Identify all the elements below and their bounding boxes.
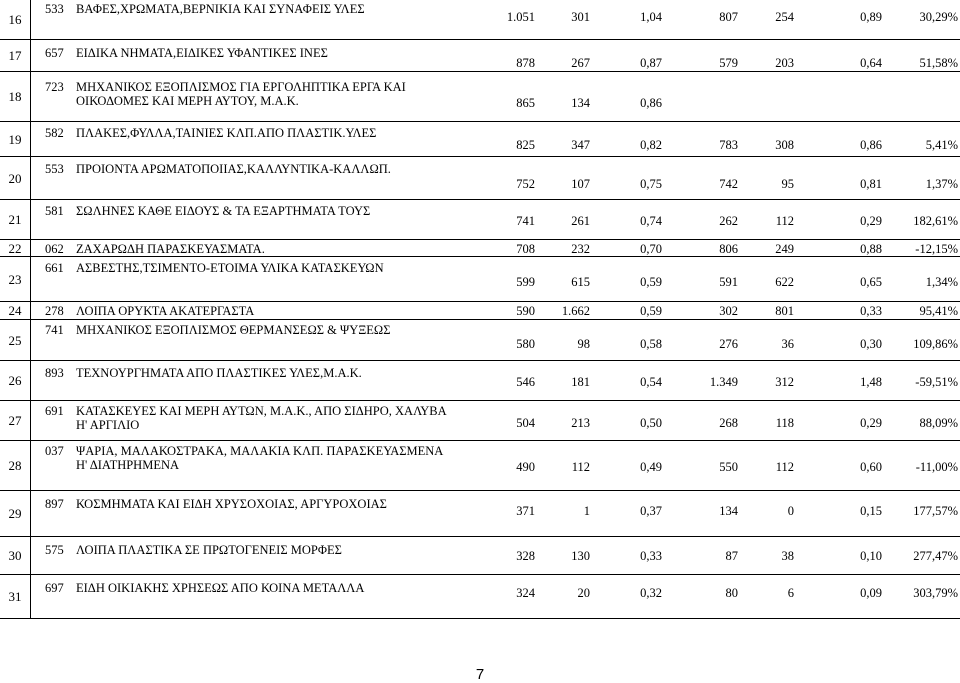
value-cell: 0,86 [860, 138, 882, 152]
value-cell: 0,29 [860, 416, 882, 430]
product-code: 661 [45, 261, 64, 275]
value-cell: 0,60 [860, 460, 882, 474]
value-cell: 30,29% [919, 10, 958, 24]
row-number: 27 [8, 413, 22, 428]
value-cell: 0,70 [640, 242, 662, 256]
value-cell: 6 [787, 586, 794, 600]
value-cell: 0,15 [860, 504, 882, 518]
value-cell: -59,51% [915, 375, 958, 389]
table-row [0, 491, 960, 537]
row-divider [0, 618, 960, 619]
value-cell: 36 [781, 337, 794, 351]
row-number: 22 [8, 240, 22, 256]
value-cell: 0,65 [860, 275, 882, 289]
value-cell: 107 [571, 177, 590, 191]
value-cell: 0,09 [860, 586, 882, 600]
value-cell: 783 [719, 138, 738, 152]
value-cell: 5,41% [925, 138, 958, 152]
row-number: 18 [8, 89, 22, 104]
value-cell: 0,75 [640, 177, 662, 191]
table-row [0, 72, 960, 122]
product-description: ΒΑΦΕΣ,ΧΡΩΜΑΤΑ,ΒΕΡΝΙΚΙΑ ΚΑΙ ΣΥΝΑΦΕΙΣ ΥΛΕΣ [76, 2, 365, 16]
value-cell: 550 [719, 460, 738, 474]
value-cell: 118 [775, 416, 794, 430]
value-cell: 0 [787, 504, 794, 518]
value-cell: 807 [719, 10, 738, 24]
product-description: ΑΣΒΕΣΤΗΣ,ΤΣΙΜΕΝΤΟ-ΕΤΟΙΜΑ ΥΛΙΚΑ ΚΑΤΑΣΚΕΥΩΝ [76, 261, 384, 275]
value-cell: 130 [571, 549, 590, 563]
value-cell: 0,49 [640, 460, 662, 474]
value-cell: 112 [571, 460, 590, 474]
value-cell: 1 [583, 504, 590, 518]
table-row [0, 200, 960, 240]
product-code: 581 [45, 204, 64, 218]
value-cell: 0,54 [640, 375, 662, 389]
value-cell: 232 [571, 242, 590, 256]
table-row [0, 320, 960, 361]
table-row [0, 537, 960, 575]
row-number: 16 [8, 12, 22, 27]
row-number: 21 [8, 212, 22, 227]
product-description: ΛΟΙΠΑ ΟΡΥΚΤΑ ΑΚΑΤΕΡΓΑΣΤΑ [76, 304, 255, 318]
value-cell: 0,33 [860, 304, 882, 318]
value-cell: -12,15% [915, 242, 958, 256]
value-cell: 80 [725, 586, 738, 600]
value-cell: 51,58% [919, 56, 958, 70]
value-cell: 95 [781, 177, 794, 191]
product-description: ΠΛΑΚΕΣ,ΦΥΛΛΑ,ΤΑΙΝΙΕΣ ΚΛΠ.ΑΠΟ ΠΛΑΣΤΙΚ.ΥΛΕΣ [76, 126, 377, 140]
value-cell: 87 [725, 549, 738, 563]
value-cell: -11,00% [915, 460, 958, 474]
value-cell: 806 [719, 242, 738, 256]
value-cell: 95,41% [919, 304, 958, 318]
row-number: 28 [8, 458, 22, 473]
product-description: ΚΑΤΑΣΚΕΥΕΣ ΚΑΙ ΜΕΡΗ ΑΥΤΩΝ, Μ.Α.Κ., ΑΠΟ ΣΙΔΗΡΟ, ΧΑΛΥΒΑ Η' ΑΡΓΙΛΙΟ [76, 404, 446, 432]
product-code: 893 [45, 366, 64, 380]
value-cell: 1,34% [925, 275, 958, 289]
value-cell: 371 [516, 504, 535, 518]
value-cell: 0,88 [860, 242, 882, 256]
product-code: 553 [45, 162, 64, 176]
row-number: 19 [8, 131, 22, 147]
column-divider [30, 0, 31, 619]
value-cell: 182,61% [913, 214, 958, 228]
value-cell: 0,89 [860, 10, 882, 24]
value-cell: 0,82 [640, 138, 662, 152]
value-cell: 1,04 [640, 10, 662, 24]
value-cell: 302 [719, 304, 738, 318]
product-code: 741 [45, 323, 64, 337]
value-cell: 109,86% [913, 337, 958, 351]
value-cell: 254 [775, 10, 794, 24]
value-cell: 177,57% [913, 504, 958, 518]
value-cell: 213 [571, 416, 590, 430]
value-cell: 303,79% [913, 586, 958, 600]
product-code: 582 [45, 126, 64, 140]
table-row [0, 40, 960, 72]
table-row [0, 157, 960, 200]
value-cell: 134 [571, 96, 590, 110]
product-code: 657 [45, 46, 64, 60]
product-code: 691 [45, 404, 64, 418]
table-row [0, 575, 960, 619]
value-cell: 825 [516, 138, 535, 152]
value-cell: 801 [775, 304, 794, 318]
value-cell: 1.051 [506, 10, 535, 24]
product-description: ΤΕΧΝΟΥΡΓΗΜΑΤΑ ΑΠΟ ΠΛΑΣΤΙΚΕΣ ΥΛΕΣ,Μ.Α.Κ. [76, 366, 362, 380]
table-row [0, 302, 960, 320]
row-number: 29 [8, 506, 22, 521]
value-cell: 0,59 [640, 275, 662, 289]
value-cell: 0,64 [860, 56, 882, 70]
row-number: 26 [8, 373, 22, 388]
value-cell: 38 [781, 549, 794, 563]
product-code: 037 [45, 444, 64, 458]
row-number: 20 [8, 170, 22, 186]
value-cell: 490 [516, 460, 535, 474]
value-cell: 0,33 [640, 549, 662, 563]
value-cell: 0,10 [860, 549, 882, 563]
value-cell: 0,37 [640, 504, 662, 518]
value-cell: 249 [775, 242, 794, 256]
product-description: ΜΗΧΑΝΙΚΟΣ ΕΞΟΠΛΙΣΜΟΣ ΓΙΑ ΕΡΓΟΛΗΠΤΙΚΑ ΕΡΓΑ ΚΑΙ ΟΙΚΟΔΟΜΕΣ ΚΑΙ ΜΕΡΗ ΑΥΤΟΥ, Μ.Α.Κ. [76, 80, 406, 108]
product-code: 723 [45, 80, 64, 94]
table-row [0, 441, 960, 491]
value-cell: 328 [516, 549, 535, 563]
product-description: ΛΟΙΠΑ ΠΛΑΣΤΙΚΑ ΣΕ ΠΡΩΤΟΓΕΝΕΙΣ ΜΟΡΦΕΣ [76, 543, 342, 557]
product-description: ΕΙΔΙΚΑ ΝΗΜΑΤΑ,ΕΙΔΙΚΕΣ ΥΦΑΝΤΙΚΕΣ ΙΝΕΣ [76, 46, 328, 60]
value-cell: 615 [571, 275, 590, 289]
table-row [0, 257, 960, 302]
value-cell: 591 [719, 275, 738, 289]
value-cell: 752 [516, 177, 535, 191]
value-cell: 878 [516, 56, 535, 70]
value-cell: 134 [719, 504, 738, 518]
product-description: ΨΑΡΙΑ, ΜΑΛΑΚΟΣΤΡΑΚΑ, ΜΑΛΑΚΙΑ ΚΛΠ. ΠΑΡΑΣΚΕΥΑΣΜΕΝΑ Η' ΔΙΑΤΗΡΗΜΕΝΑ [76, 444, 443, 472]
value-cell: 0,74 [640, 214, 662, 228]
product-description: ΚΟΣΜΗΜΑΤΑ ΚΑΙ ΕΙΔΗ ΧΡΥΣΟΧΟΙΑΣ, ΑΡΓΥΡΟΧΟΙΑΣ [76, 497, 387, 511]
value-cell: 599 [516, 275, 535, 289]
value-cell: 1.349 [709, 375, 738, 389]
value-cell: 112 [775, 214, 794, 228]
page-number: 7 [475, 666, 485, 683]
value-cell: 0,87 [640, 56, 662, 70]
product-code: 278 [45, 304, 64, 318]
value-cell: 181 [571, 375, 590, 389]
row-number: 17 [8, 48, 22, 63]
value-cell: 546 [516, 375, 535, 389]
value-cell: 268 [719, 416, 738, 430]
value-cell: 579 [719, 56, 738, 70]
value-cell: 88,09% [919, 416, 958, 430]
product-code: 062 [45, 242, 64, 256]
value-cell: 622 [775, 275, 794, 289]
value-cell: 742 [719, 177, 738, 191]
value-cell: 0,29 [860, 214, 882, 228]
value-cell: 262 [719, 214, 738, 228]
value-cell: 504 [516, 416, 535, 430]
value-cell: 0,86 [640, 96, 662, 110]
value-cell: 112 [775, 460, 794, 474]
value-cell: 277,47% [913, 549, 958, 563]
value-cell: 0,32 [640, 586, 662, 600]
value-cell: 1.662 [561, 304, 590, 318]
value-cell: 1,37% [925, 177, 958, 191]
value-cell: 267 [571, 56, 590, 70]
value-cell: 0,58 [640, 337, 662, 351]
value-cell: 276 [719, 337, 738, 351]
table-row [0, 401, 960, 441]
value-cell: 308 [775, 138, 794, 152]
product-code: 533 [45, 2, 64, 16]
product-code: 575 [45, 543, 64, 557]
value-cell: 20 [577, 586, 590, 600]
row-number: 24 [8, 303, 22, 318]
value-cell: 301 [571, 10, 590, 24]
value-cell: 0,30 [860, 337, 882, 351]
value-cell: 312 [775, 375, 794, 389]
product-description: ΜΗΧΑΝΙΚΟΣ ΕΞΟΠΛΙΣΜΟΣ ΘΕΡΜΑΝΣΕΩΣ & ΨΥΞΕΩΣ [76, 323, 391, 337]
product-description: ΠΡΟΙΟΝΤΑ ΑΡΩΜΑΤΟΠΟΙΙΑΣ,ΚΑΛΛΥΝΤΙΚΑ-ΚΑΛΛΩΠ. [76, 162, 391, 176]
row-number: 30 [8, 548, 22, 563]
row-number: 25 [8, 332, 22, 348]
product-code: 697 [45, 581, 64, 595]
value-cell: 0,81 [860, 177, 882, 191]
value-cell: 98 [577, 337, 590, 351]
value-cell: 261 [571, 214, 590, 228]
value-cell: 324 [516, 586, 535, 600]
product-description: ΣΩΛΗΝΕΣ ΚΑΘΕ ΕΙΔΟΥΣ & ΤΑ ΕΞΑΡΤΗΜΑΤΑ ΤΟΥΣ [76, 204, 371, 218]
product-description: ΕΙΔΗ ΟΙΚΙΑΚΗΣ ΧΡΗΣΕΩΣ ΑΠΟ ΚΟΙΝΑ ΜΕΤΑΛΛΑ [76, 581, 365, 595]
value-cell: 203 [775, 56, 794, 70]
value-cell: 1,48 [860, 375, 882, 389]
product-code: 897 [45, 497, 64, 511]
value-cell: 590 [516, 304, 535, 318]
product-description: ΖΑΧΑΡΩΔΗ ΠΑΡΑΣΚΕΥΑΣΜΑΤΑ. [76, 242, 265, 256]
value-cell: 580 [516, 337, 535, 351]
row-number: 23 [8, 271, 22, 287]
row-number: 31 [8, 589, 22, 604]
value-cell: 347 [571, 138, 590, 152]
table-row [0, 122, 960, 157]
table-row [0, 361, 960, 401]
value-cell: 741 [516, 214, 535, 228]
table-row [0, 0, 960, 40]
value-cell: 865 [516, 96, 535, 110]
value-cell: 708 [516, 242, 535, 256]
table-row [0, 240, 960, 257]
value-cell: 0,50 [640, 416, 662, 430]
value-cell: 0,59 [640, 304, 662, 318]
